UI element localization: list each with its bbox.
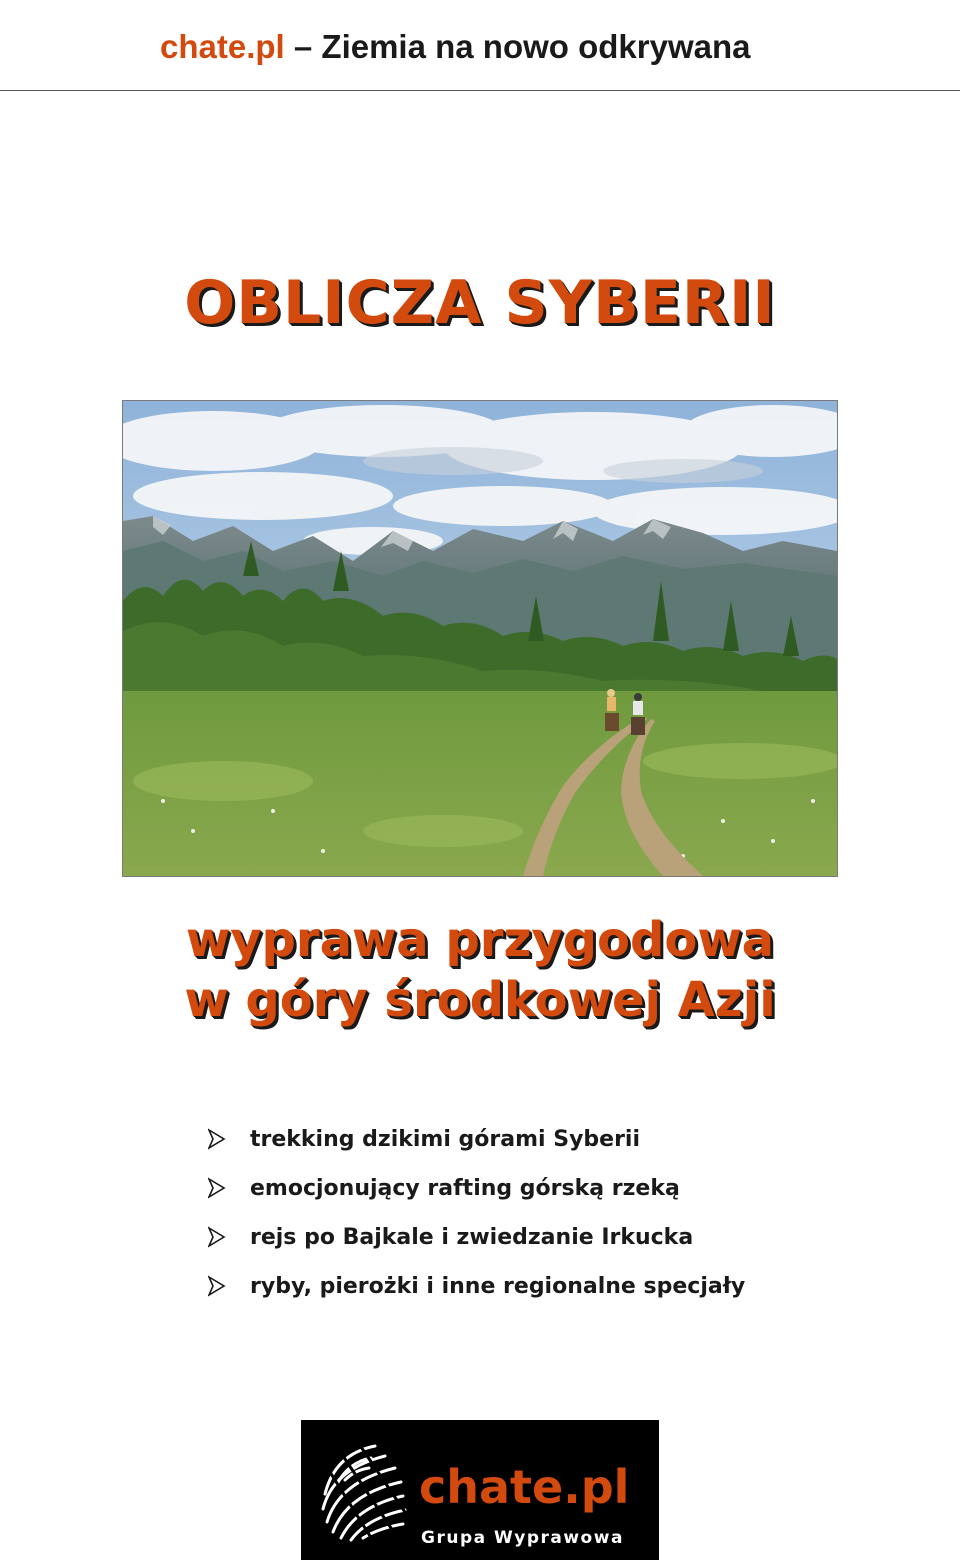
logo-name: chate.pl [419, 1460, 630, 1514]
landscape-photo [122, 400, 838, 877]
list-item-text: trekking dzikimi górami Syberii [250, 1127, 641, 1152]
main-title: OBLICZA SYBERII [184, 268, 776, 338]
subtitle-line-2: w góry środkowej Azji [184, 972, 776, 1028]
header-line [160, 28, 751, 66]
arrow-bullet-icon [208, 1177, 226, 1199]
arrow-bullet-icon [208, 1226, 226, 1248]
page-header [0, 0, 960, 91]
arrow-bullet-icon [208, 1275, 226, 1297]
subtitle-line-1: wyprawa przygodowa [185, 912, 775, 968]
list-item-text: ryby, pierożki i inne regionalne specjały [250, 1274, 746, 1299]
list-item-text: emocjonujący rafting górską rzeką [250, 1176, 680, 1201]
header-title: Ziemia na nowo odkrywana [321, 28, 751, 65]
landscape-photo-image [123, 401, 837, 876]
list-item-text: rejs po Bajkale i zwiedzanie Irkucka [250, 1225, 694, 1250]
chate-logo [301, 1420, 659, 1560]
fingerprint-icon [315, 1434, 411, 1546]
header-separator: – [293, 28, 313, 65]
logo-tagline: Grupa Wyprawowa [421, 1528, 624, 1548]
arrow-bullet-icon [208, 1128, 226, 1150]
header-brand: chate.pl [160, 28, 285, 65]
